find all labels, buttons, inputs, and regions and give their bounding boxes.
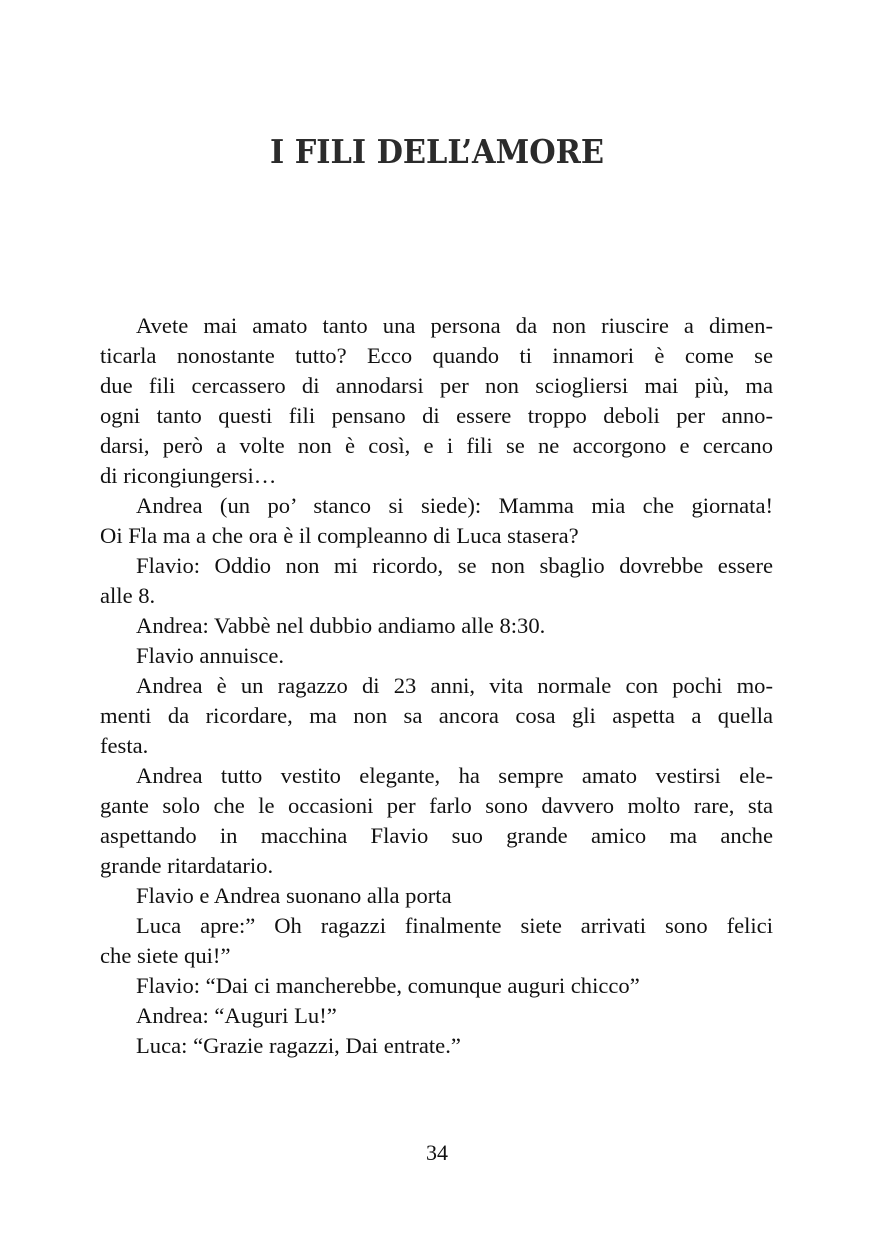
body-text [100, 311, 773, 1061]
text-line: alle 8. [100, 583, 156, 608]
text-line: ogni tanto questi fili pensano di essere troppo deboli per anno- [100, 403, 773, 428]
text-line: due fili cercassero di annodarsi per non sciogliersi mai più, ma [100, 373, 773, 398]
text-line: Andrea tutto vestito elegante, ha sempre amato vestirsi ele- [136, 763, 773, 788]
text-line: Luca: “Grazie ragazzi, Dai entrate.” [136, 1033, 461, 1058]
text-line: che siete qui!” [100, 943, 231, 968]
text-line: Andrea: Vabbè nel dubbio andiamo alle 8:30. [136, 613, 546, 638]
text-line: Andrea (un po’ stanco si siede): Mamma mia che giornata! [136, 493, 773, 518]
text-line: Flavio: “Dai ci mancherebbe, comunque auguri chicco” [136, 973, 640, 998]
text-line: Luca apre:” Oh ragazzi finalmente siete arrivati sono felici [136, 913, 773, 938]
text-line: Flavio e Andrea suonano alla porta [136, 883, 452, 908]
text-line: ticarla nonostante tutto? Ecco quando ti innamori è come se [100, 343, 773, 368]
text-line: Avete mai amato tanto una persona da non riuscire a dimen- [136, 313, 773, 338]
text-line: grande ritardatario. [100, 853, 274, 878]
text-line: Andrea: “Auguri Lu!” [136, 1003, 337, 1028]
text-line: Flavio annuisce. [136, 643, 285, 668]
chapter-title: I FILI DELL’AMORE [269, 132, 605, 171]
text-line: Andrea è un ragazzo di 23 anni, vita normale con pochi mo- [136, 673, 773, 698]
text-line: darsi, però a volte non è così, e i fili se ne accorgono e cercano [100, 433, 773, 458]
text-line: Flavio: Oddio non mi ricordo, se non sbaglio dovrebbe essere [136, 553, 773, 578]
text-line: menti da ricordare, ma non sa ancora cosa gli aspetta a quella [100, 703, 773, 728]
text-line: di ricongiungersi… [100, 463, 277, 488]
text-line: gante solo che le occasioni per farlo sono davvero molto rare, sta [100, 793, 773, 818]
text-line: Oi Fla ma a che ora è il compleanno di Luca stasera? [100, 523, 579, 548]
text-line: aspettando in macchina Flavio suo grande amico ma anche [100, 823, 773, 848]
page-number: 34 [426, 1140, 448, 1165]
text-line: festa. [100, 733, 149, 758]
